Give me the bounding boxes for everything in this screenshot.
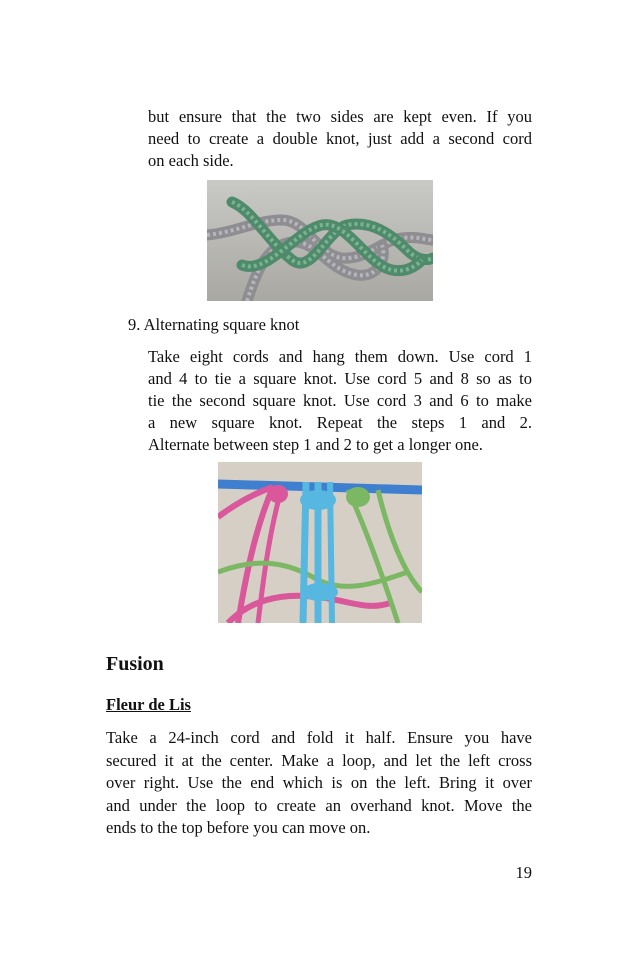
text-line: Take eight cords and hang them down. Use cord 1 <box>148 347 532 366</box>
section-title: Fusion <box>106 653 164 675</box>
text-line: need to create a double knot, just add a second cord <box>148 129 532 148</box>
text-line: secured it at the center. Make a loop, and let the left cross <box>106 750 532 770</box>
text-line: and 4 to tie a square knot. Use cord 5 and 8 so as to <box>148 369 532 388</box>
item-9-paragraph <box>148 346 532 456</box>
text-line: but ensure that the two sides are kept even. If you <box>148 107 532 126</box>
item-9-heading <box>128 314 428 336</box>
text-line: on each side. <box>148 151 234 170</box>
alternating-square-knot-photo <box>218 462 422 623</box>
josephine-knot-photo <box>207 180 433 301</box>
item-title: 9. Alternating square knot <box>128 315 300 334</box>
text-line: a new square knot. Repeat the steps 1 and 2. <box>148 413 532 432</box>
text-line: Take a 24-inch cord and fold it half. Ensure you have <box>106 728 532 747</box>
text-line: and under the loop to create an overhand knot. Move the <box>106 795 532 815</box>
text-line: tie the second square knot. Use cord 3 and 6 to make <box>148 391 532 410</box>
text-line: over right. Use the end which is on the left. Bring it over <box>106 773 532 792</box>
subsection-title: Fleur de Lis <box>106 695 191 714</box>
page-number: 19 <box>515 863 532 882</box>
text-line: ends to the top before you can move on. <box>106 818 371 837</box>
intro-paragraph <box>148 106 532 172</box>
text-line: Alternate between step 1 and 2 to get a longer one. <box>148 435 483 454</box>
fleur-de-lis-paragraph <box>106 727 532 840</box>
